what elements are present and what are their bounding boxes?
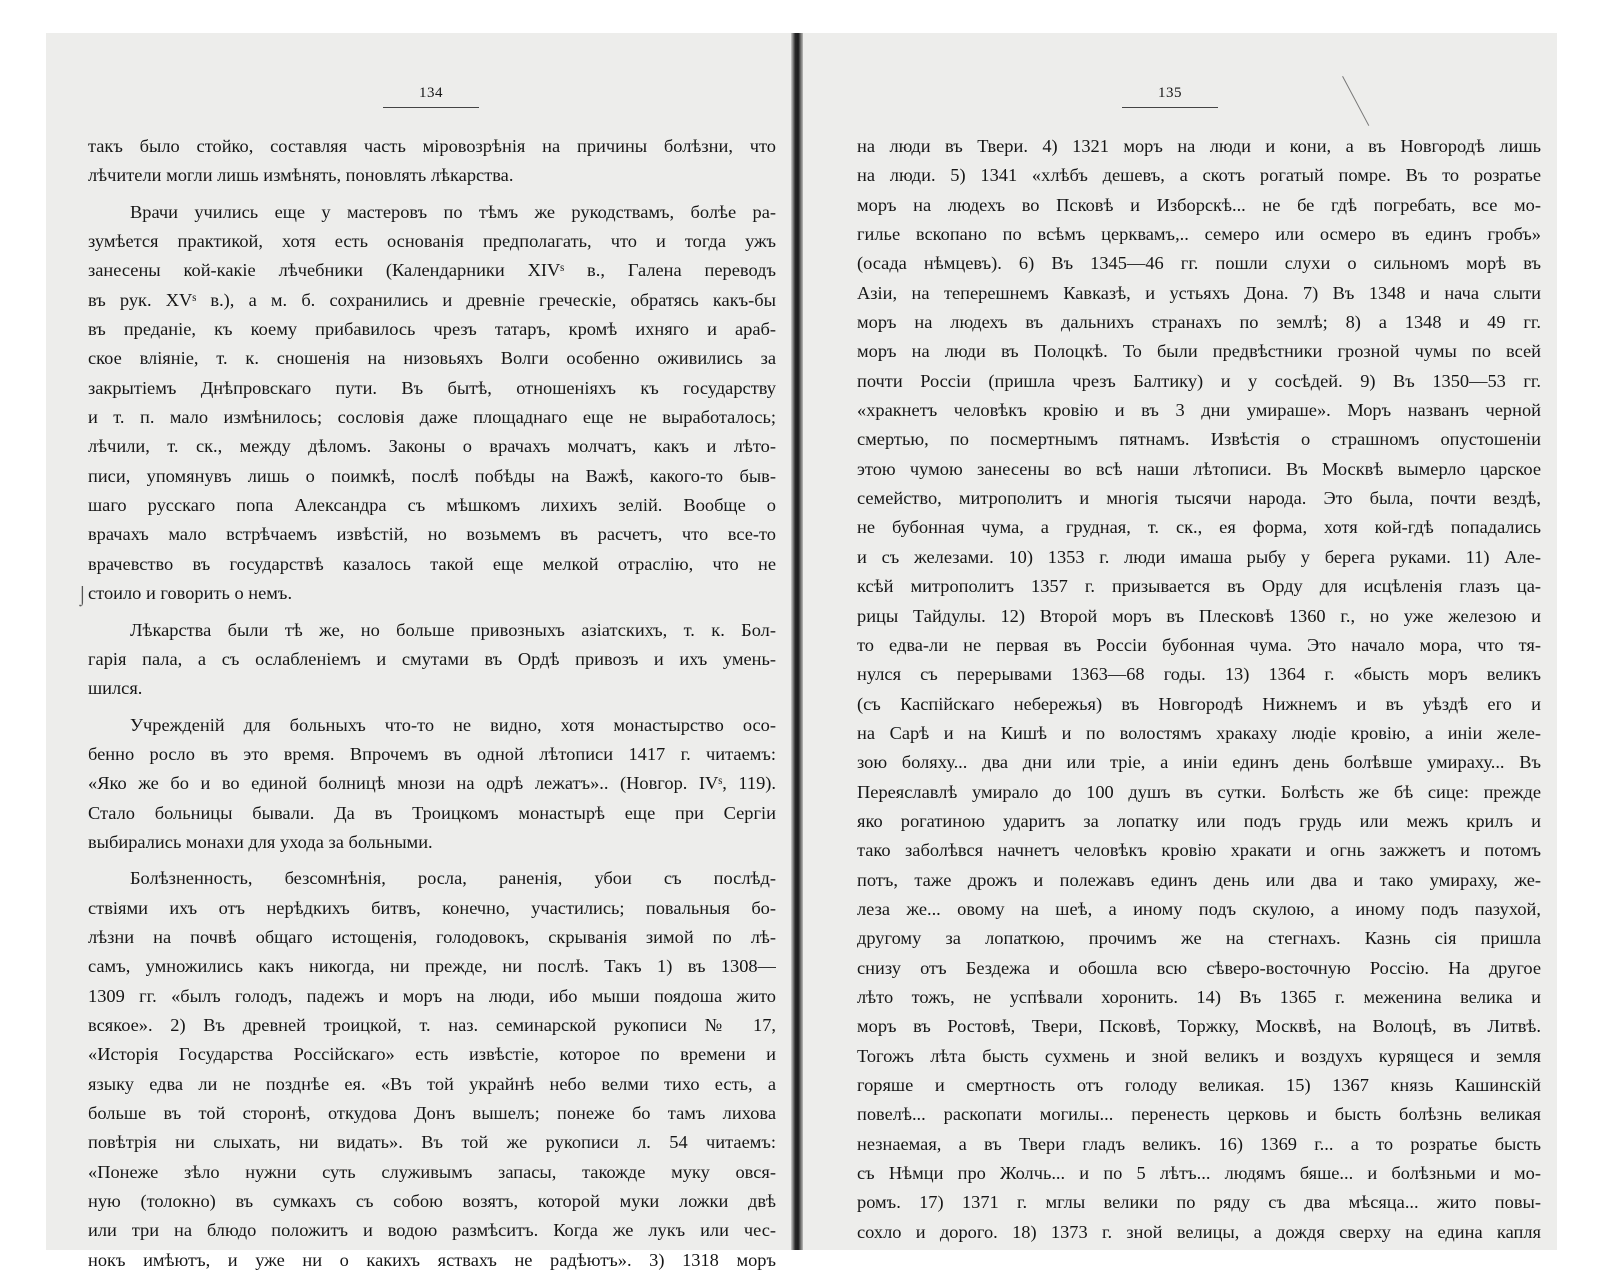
text-line: повелѣ... раскопати могилы... перенесть церковь и бысть болѣзнь великая bbox=[857, 1104, 1541, 1125]
text-line: врачахъ мало встрѣчаемъ извѣстій, но возьмемъ въ расчетъ, что все-то bbox=[88, 524, 776, 545]
text-line: съ Нѣмци про Жолчь... и по 5 лѣтъ... людямъ бяше... и болѣзньми и мо- bbox=[857, 1163, 1541, 1184]
text-line: повѣтрія ни слыхать, ни видать». Въ той же рукописи л. 54 читаемъ: bbox=[88, 1132, 776, 1153]
text-line: рицы Тайдулы. 12) Второй моръ въ Плесковѣ 1360 г., но уже железою и bbox=[857, 605, 1541, 626]
header-rule bbox=[1122, 107, 1218, 108]
text-line: сохло и дорого. 18) 1373 г. зной велицы, а дождя сверху на едина капля bbox=[857, 1221, 1541, 1242]
paragraph-gap bbox=[88, 191, 776, 198]
text-line: моръ на людехъ во Псковѣ и Изборскѣ... не бе гдѣ погребать, все мо- bbox=[857, 194, 1541, 215]
page-number: 134 bbox=[419, 85, 443, 101]
text-line: Врачи учились еще у мастеровъ по тѣмъ же рукодствамъ, болѣе ра- bbox=[130, 201, 776, 222]
text-line: бенно росло въ это время. Впрочемъ въ одной лѣтописи 1417 г. читаемъ: bbox=[88, 743, 776, 764]
text-line: ксѣй митрополитъ 1357 г. призывается въ Орду для исцѣленія глазъ ца- bbox=[857, 576, 1541, 597]
text-line: ствіями ихъ отъ нерѣдкихъ битвъ, конечно, участились; повальныя бо- bbox=[88, 897, 776, 918]
text-line: ское вліяніе, т. к. сношенія на низовьяхъ Волги особенно оживились за bbox=[88, 348, 776, 369]
text-line: шаго русскаго попа Александра съ мѣшкомъ лихихъ зелій. Вообще о bbox=[88, 495, 776, 516]
text-line: Лѣкарства были тѣ же, но больше привозныхъ азіатскихъ, т. к. Бол- bbox=[130, 619, 776, 640]
right-page bbox=[803, 33, 1557, 1250]
text-line: моръ на люди въ Полоцкѣ. То были предвѣстники грозной чумы по всей bbox=[857, 341, 1541, 362]
paragraph-gap bbox=[88, 609, 776, 616]
text-line: и т. п. мало измѣнилось; сословія даже площаднаго еще не выработалось; bbox=[88, 407, 776, 428]
page-text bbox=[857, 132, 1541, 1247]
text-line: выбирались монахи для ухода за больными. bbox=[88, 831, 433, 852]
text-line: лѣчители могли лишь измѣнять, поновлять лѣкарства. bbox=[88, 165, 514, 186]
text-line: не бубонная чума, а грудная, т. ск., ея форма, хотя кой-гдѣ попадались bbox=[857, 517, 1541, 538]
pencil-stroke bbox=[1342, 76, 1369, 126]
text-line: стоило и говорить о немъ. bbox=[88, 583, 293, 604]
text-line: тако заболѣвся начнетъ человѣкъ кровію хракати и огнь зажжетъ и потомъ bbox=[857, 840, 1541, 861]
text-line: нулся съ перерывами 1363—68 годы. 13) 1364 г. «бысть моръ великъ bbox=[857, 664, 1541, 685]
text-line: въ рук. XVˢ в.), а м. б. сохранились и древніе греческіе, обратясь какъ-бы bbox=[88, 289, 776, 310]
text-line: лѣзни на почвѣ общаго истощенія, голодовокъ, скрыванія зимой по лѣ- bbox=[88, 926, 776, 947]
text-line: «Исторія Государства Россійскаго» есть извѣстіе, которое по времени и bbox=[88, 1044, 776, 1065]
text-line: Переяславлѣ умирало до 100 душъ въ сутки. Болѣсть же бѣ сице: прежде bbox=[857, 781, 1541, 802]
text-line: зумѣется практикой, хотя есть основанія предполагать, что и тогда ужъ bbox=[88, 231, 776, 252]
text-line: другому за лопаткою, прочимъ же на стегнахъ. Казнь сія пришла bbox=[857, 928, 1541, 949]
text-line: снизу отъ Бездежа и обошла всю сѣверо-восточную Россію. На другое bbox=[857, 957, 1541, 978]
header-rule bbox=[383, 107, 479, 108]
text-line: Учрежденій для больныхъ что-то не видно, хотя монастырство осо- bbox=[130, 714, 776, 735]
text-line: леза же... овому на шеѣ, а иному подъ скулою, а иному подъ пазухой, bbox=[857, 898, 1541, 919]
text-line: гарія пала, а съ ослабленіемъ и смутами въ Ордѣ привозъ и ихъ умень- bbox=[88, 648, 776, 669]
text-line: врачевство въ государствѣ казалось такой еще мелкой отраслію, что не bbox=[88, 553, 776, 574]
text-line: или три на блюдо положитъ и водою размѣситъ. Когда же лукъ или чес- bbox=[88, 1220, 776, 1241]
text-line: смертью, по посмертнымъ пятнамъ. Извѣстія о страшномъ опустошеніи bbox=[857, 429, 1541, 450]
text-line: потъ, таже дрожъ и полежавъ единъ день или два и тако умираху, же- bbox=[857, 869, 1541, 890]
text-line: всякое». 2) Въ древней троицкой, т. наз. семинарской рукописи № 17, bbox=[88, 1014, 776, 1035]
paragraph-gap bbox=[88, 857, 776, 864]
text-line: шился. bbox=[88, 678, 143, 699]
text-line: Стало больницы бывали. Да въ Троицкомъ монастырѣ еще при Сергіи bbox=[88, 802, 776, 823]
text-line: «Яко же бо и во единой болницѣ мнози на одрѣ лежатъ».. (Новгор. IVˢ, 119). bbox=[88, 773, 776, 794]
book-scan bbox=[46, 33, 1557, 1270]
text-line: яко рогатиною ударитъ за лопатку или подъ грудь или межъ крилъ и bbox=[857, 810, 1541, 831]
text-line: то едва-ли не первая въ Россіи бубонная чума. Это начало мора, что тя- bbox=[857, 634, 1541, 655]
text-line: такъ было стойко, составляя часть міровозрѣнія на причины болѣзни, что bbox=[88, 136, 776, 156]
text-line: этою чумою занесены во всѣ наши лѣтописи. Въ Москвѣ вымерло царское bbox=[857, 458, 1541, 479]
text-line: ромъ. 17) 1371 г. мглы велики по ряду съ два мѣсяца... жито повы- bbox=[857, 1192, 1541, 1213]
margin-mark: ⌡ bbox=[77, 585, 88, 605]
text-line: гилье вскопано по всѣмъ церквамъ,.. семеро или осмеро въ единъ гробъ» bbox=[857, 224, 1541, 245]
text-line: на люди. 5) 1341 «хлѣбъ дешевъ, а скотъ рогатый помре. Въ то розратье bbox=[857, 165, 1541, 186]
text-line: почти Россіи (пришла чрезъ Балтику) и у сосѣдей. 9) Въ 1350—53 гг. bbox=[857, 370, 1541, 391]
text-line: «хракнетъ человѣкъ кровію и въ 3 дни умираше». Моръ названъ черной bbox=[857, 400, 1541, 421]
text-line: 1309 гг. «былъ голодъ, падежъ и моръ на люди, ибо мыши поядоша жито bbox=[88, 985, 776, 1006]
text-line: языку едва ли не позднѣе ея. «Въ той украйнѣ небо велми тихо есть, а bbox=[88, 1073, 776, 1094]
text-line: и съ железами. 10) 1353 г. люди имаша рыбу у берега руками. 11) Але- bbox=[857, 546, 1541, 567]
text-line: Тогожъ лѣта бысть сухмень и зной великъ и воздухъ курящеся и земля bbox=[857, 1045, 1541, 1066]
text-line: нокъ имѣютъ, и уже ни о какихъ яствахъ не радѣютъ». 3) 1318 моръ bbox=[88, 1249, 776, 1270]
page-number: 135 bbox=[1158, 85, 1182, 101]
text-line: на Сарѣ и на Кишѣ и по волостямъ хракаху людіе кровію, а иніи желе- bbox=[857, 722, 1541, 743]
text-line: самъ, умножились какъ никогда, ни прежде, ни послѣ. Такъ 1) въ 1308— bbox=[88, 956, 776, 977]
text-line: моръ на людехъ въ дальнихъ странахъ по землѣ; 8) а 1348 и 49 гг. bbox=[857, 312, 1541, 333]
text-line: Азіи, на теперешнемъ Кавказѣ, и устьяхъ Дона. 7) Въ 1348 и нача слыти bbox=[857, 282, 1541, 303]
text-line: зою боляху... два дни или тріе, а иніи единъ день болѣвше умираху... Въ bbox=[857, 752, 1541, 773]
text-line: писи, упомянувъ лишь о поимкѣ, послѣ побѣды на Важѣ, какого-то быв- bbox=[88, 465, 776, 486]
text-line: ную (толокно) въ сумкахъ съ собою возятъ, которой муки ложки двѣ bbox=[88, 1191, 776, 1212]
text-line: (осада нѣмцевъ). 6) Въ 1345—46 гг. пошли слухи о сильномъ морѣ въ bbox=[857, 253, 1541, 274]
text-line: горяше и смертность отъ голоду великая. 15) 1367 князь Кашинскій bbox=[857, 1075, 1541, 1095]
book-gutter bbox=[791, 33, 803, 1250]
text-line: закрытіемъ Днѣпровскаго пути. Въ бытѣ, отношеніяхъ къ государству bbox=[88, 377, 776, 398]
text-line: на люди въ Твери. 4) 1321 моръ на люди и кони, а въ Новгородѣ лишь bbox=[857, 136, 1541, 156]
text-line: (съ Каспійскаго небережья) въ Новгородѣ Нижнемъ и въ уѣздѣ его и bbox=[857, 693, 1541, 714]
text-line: лѣто тожъ, не успѣвали хоронить. 14) Въ 1365 г. меженина велика и bbox=[857, 986, 1541, 1007]
text-line: моръ въ Ростовѣ, Твери, Псковѣ, Торжку, Москвѣ, на Волоцѣ, въ Литвѣ. bbox=[857, 1016, 1541, 1037]
text-line: незнаемая, а въ Твери гладъ великъ. 16) 1369 г... а то розратье бысть bbox=[857, 1133, 1541, 1154]
page-text bbox=[88, 132, 776, 1275]
text-line: Болѣзненность, безсомнѣнія, росла, раненія, убои съ послѣд- bbox=[130, 868, 776, 889]
text-line: больше въ той сторонѣ, откудова Донъ вышелъ; понеже бо тамъ лихова bbox=[88, 1103, 776, 1123]
text-line: лѣчили, т. ск., между дѣломъ. Законы о врачахъ молчатъ, какъ и лѣто- bbox=[88, 436, 776, 457]
text-line: занесены кой-какіе лѣчебники (Календарники XIVˢ в., Галена переводъ bbox=[88, 260, 776, 281]
text-line: семейство, митрополитъ и многія тысячи народа. Это была, почти вездѣ, bbox=[857, 488, 1541, 509]
left-page bbox=[46, 33, 794, 1270]
paragraph-gap bbox=[88, 704, 776, 711]
text-line: «Понеже зѣло нужни суть служивымъ запасы, такожде муку овся- bbox=[88, 1161, 776, 1182]
text-line: въ преданіе, къ коему прибавилось чрезъ татаръ, кромѣ ихняго и араб- bbox=[88, 319, 776, 340]
